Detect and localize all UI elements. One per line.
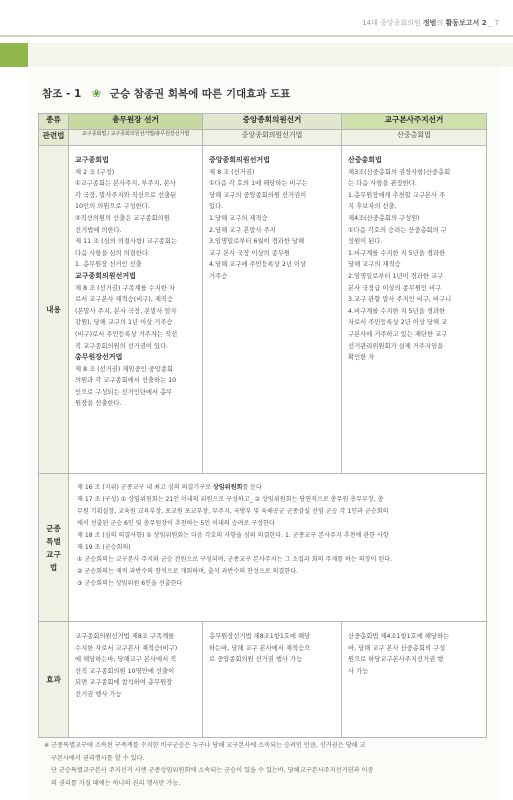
text-line: 4.비구계를 수지한 지 5년을 경과한 [348, 307, 446, 315]
law-row [39, 130, 487, 146]
text-line: 원으로 하당교구본사주지선거권 행 [348, 656, 444, 664]
text-line: 제 18 조 (심의 의결사항) ① 상임위원회는 다음 각호의 사항을 심의 의결한다. 1. 군종교구 본사주지 추천에 관한 사항 [77, 532, 389, 539]
military-label-line: 교구 [46, 549, 61, 559]
text-line: ① 군승회의는 교구본사 주지와 군승 전원으로 구성되며, 군종교구 본사주지는 그 소집과 회의 주재를 하는 의장이 된다. [77, 556, 393, 563]
law-president: 교구종회법 / 교구종회의원선거법/총무원장선거법 [69, 130, 203, 146]
header-kind: 종류 [39, 114, 69, 130]
text-line: 3.교구 관할 말사 주지인 비구, 비구니 [348, 296, 452, 304]
text-line: 제4조(산중총회의 구성원) [348, 214, 420, 222]
title-text: 군승 참종권 회복에 따른 기대효과 도표 [109, 88, 291, 100]
text-line: 선직 교구종회의원 10명안에 선출이 [75, 667, 175, 675]
running-header [362, 18, 499, 28]
header-particle: 의 [436, 19, 444, 27]
text-line: 10인의 의원으로 구성한다. [75, 203, 150, 211]
text-line: 제 16 조 (지위) 군종교구 내 최고 심의 의결기구로 상임위원회를 둔다 [77, 484, 262, 491]
text-line: 되면 교구종회에 참석하여 총무원장 [75, 679, 173, 687]
military-label-line: 법 [49, 562, 58, 572]
effect-abbot [342, 622, 487, 738]
text-line: ② 군승회의는 재적 과반수의 참석으로 개회하며, 출석 과반수의 찬성으로 의결한다. [77, 568, 299, 575]
military-row [39, 474, 487, 622]
text-line: 선거관리위원회가 실제 거주자임을 [348, 342, 444, 350]
section-heading: 산중총회법 [348, 156, 382, 164]
effect-central [203, 622, 342, 738]
page-header [0, 0, 513, 36]
effect-president [69, 622, 203, 738]
text-line: ①다음 각 호의 1에 해당하는 비구는 [209, 180, 308, 188]
text-line: 당해 교구의 재적승 [348, 261, 401, 269]
text-line: 하는바, 당해 교구 본사에서 재적승으 [209, 644, 311, 652]
text-line: 1.비구계를 수지한 지 5년을 경과한 [348, 249, 446, 257]
effect-row [39, 622, 487, 738]
text-line: 확인한 자 [348, 354, 375, 362]
footnote-line: ※ 군종특별교구에 소속된 구족계를 수지한 비구군승은 누구나 당해 교구본사에 소속되는 승려인 만큼, 선거권은 당해 교 [44, 742, 366, 749]
content-label: 내용 [39, 146, 69, 474]
page-title [42, 86, 462, 104]
top-band [0, 43, 513, 67]
text-line: 각 국장, 말사주지와 직선으로 선출된 [75, 191, 177, 199]
text-line: ①교구종회는 본사주지, 부주지, 본사 [75, 180, 176, 188]
text-line: 로서 교구본사 재적승(비구), 재직승 [75, 296, 174, 304]
effect-label: 효과 [39, 622, 69, 738]
text-line: 거주승 [209, 272, 228, 280]
text-line: 인으로 구성되는 선거인단에서 총무 [75, 388, 173, 396]
text-line: 본사 국장급 이상의 종무원인 비구 [348, 284, 442, 292]
highlight-term: 상임위원회 [212, 484, 243, 491]
military-law-text [69, 474, 487, 622]
header-report-title: 활동보고서 2 [445, 19, 487, 27]
text-line: 자로서 주민등록상 2년 이상 당해 교 [348, 319, 448, 327]
header-prefix: 14대 중앙종회의원 [362, 19, 421, 27]
text-line: 수지한 자로서 교구본사 재적승(비구) [75, 644, 178, 652]
footnote-line: 구본사에서 권리행사를 할 수 있다. [51, 754, 145, 762]
military-label-line: 특별 [46, 536, 61, 546]
text-line: 총무원장선거법 제8조1항1호에 해당 [209, 633, 311, 640]
text-line: 는 다음 사항을 관장한다. [348, 180, 417, 188]
text-line: (본말사 주지, 본사 국장, 본말사 암자 [75, 307, 177, 315]
text-line: 로 중앙종회의원 선거권 행사 가능 [209, 656, 303, 664]
text-line: 바, 당해 교구 본사 산중총회의 구성 [348, 644, 446, 652]
content-president [69, 146, 203, 474]
section-heading: 중앙종회의원선거법 [209, 156, 270, 164]
text-line: ①다음 각호의 승려는 산중총회의 구 [348, 226, 447, 234]
text-line: 제 8 조 (선거권) 재임중인 중앙종회 [75, 365, 174, 373]
text-line: 제 2 조 (구성) [75, 168, 115, 176]
text-line: 2.당해 교구 본말사 주지 [209, 226, 276, 234]
text-line: 지 후보자의 선출, [348, 203, 397, 211]
footnote-line: 단 군승특별교구본사 주지선거 시엔 군종상임위원회에 소속되는 군승이 있을 수 있는바, 당해교구본사주지선거권과 이중 [51, 767, 374, 775]
text-line: 사 가능 [348, 667, 369, 675]
military-label-line: 군종 [46, 523, 61, 533]
text-line: 에 해당하는바, 당해교구 본사에서 직 [75, 656, 177, 664]
header-head-temple-abbot-election: 교구본사주지선거 [342, 114, 487, 130]
section-heading: 총무원장선거법 [75, 353, 123, 362]
text-line: 2.임명일로부터 1년이 경과한 교구 [348, 272, 444, 280]
flower-icon: ❀ [91, 87, 102, 100]
header-divider [0, 35, 513, 37]
reference-label: 참조 - 1 [42, 88, 82, 100]
footnote [44, 740, 484, 790]
text-line: 직 교구종회의원의 선거권이 있다. [75, 342, 169, 350]
text-line: 다음 사항을 심의 의결한다. [75, 249, 150, 257]
text-line: ③ 군승회의는 상임위원 6인을 선출한다 [77, 580, 183, 587]
side-accent-block [0, 43, 28, 67]
text-line: 산중총회법 제4조1항1호에 해당하는 [348, 633, 450, 640]
header-central-council-election: 중앙종회의원선거 [203, 114, 342, 130]
text-line: ②직선의원의 선출은 교구종회의원 [75, 214, 170, 222]
header-author: 정범 [422, 19, 437, 27]
text-line: 3.임명일로부터 6월이 경과한 당해 [209, 238, 305, 246]
law-abbot: 산중총회법 [342, 130, 487, 146]
text-line: 1.총무원장에게 추천할 교구본사 주 [348, 191, 446, 199]
text-line: 제3조(산중총회의 권장사항)산중총회 [348, 168, 451, 176]
table-header-row [39, 114, 487, 130]
text-line: 제 19 조 (군승회의) [77, 544, 131, 551]
section-heading: 교구종회의원선거법 [75, 271, 136, 280]
footnote-line: 의 권리를 가질 때에는 하나의 권리 행사만 가능. [51, 779, 181, 787]
effects-table [38, 113, 487, 738]
text-line: 교구 본사 국장 이상의 종무원 [209, 249, 290, 257]
text-line: 제 17 조 (구성) ① 상임위원회는 21인 이내의 위원으로 구성하고_ ② 상임위원회는 당연직으로 총무원 총무부장, 총 [77, 496, 384, 503]
law-label: 관련법 [39, 130, 69, 146]
text-line: 선거법에 의한다. [75, 226, 122, 234]
text-line: 1.당해 교구의 재적승 [209, 214, 268, 222]
content-abbot [342, 146, 487, 474]
text-line: 제 11 조 (심의 의결사항) 교구종회는 [75, 238, 178, 246]
text-line: 있다. [209, 203, 224, 211]
text-line: 감원), 당해 교구의 1년 이상 거주승 [75, 319, 173, 327]
text-line: 성원이 된다. [348, 238, 383, 246]
content-row [39, 146, 487, 474]
section-heading: 교구종회법 [75, 156, 109, 164]
text-line: (비구)로서 주민등록상 거주자는 직선 [75, 330, 178, 338]
content-central [203, 146, 342, 474]
text-line: 교구종회의원선거법 제8조 구족계를 [75, 633, 175, 640]
text-line: 1. 총무원장 선거인 선출 [75, 261, 142, 269]
military-label [39, 474, 69, 622]
header-president-election: 총무원장 선거 [69, 114, 203, 130]
text-line: 선거권 행사 가능 [75, 690, 122, 698]
text-line: 에서 선출된 군승 6인 및 총무원장이 추천하는 5인 이내의 승려로 구성한다 [77, 520, 275, 527]
text-line: 의원과 각 교구종회에서 선출하는 10 [75, 377, 177, 385]
text-line: 4.당해 교구에 주민등록상 2년 이상 [209, 261, 307, 269]
text-line: 구본사에 거주하고 있는 재단한 교구 [348, 330, 448, 338]
text-line: 무원 기획실장, 교육원 교육부장, 포교원 포교부장, 부주지, 국방부 및 육해공군 군종감실 선임 군승 각 1인과 군승회의 [77, 508, 389, 515]
page-number: _ 7 [488, 19, 499, 27]
text-line: 원장을 선출한다. [75, 400, 122, 408]
text-line: 당해 교구의 중앙종회의원 선거권이 [209, 191, 307, 199]
text-line: 제 8 조 (선거권) 구족계를 수지한 자 [75, 284, 176, 292]
law-central: 중앙종회의원선거법 [203, 130, 342, 146]
text-line: 제 8 조 (선거권) [209, 168, 255, 176]
